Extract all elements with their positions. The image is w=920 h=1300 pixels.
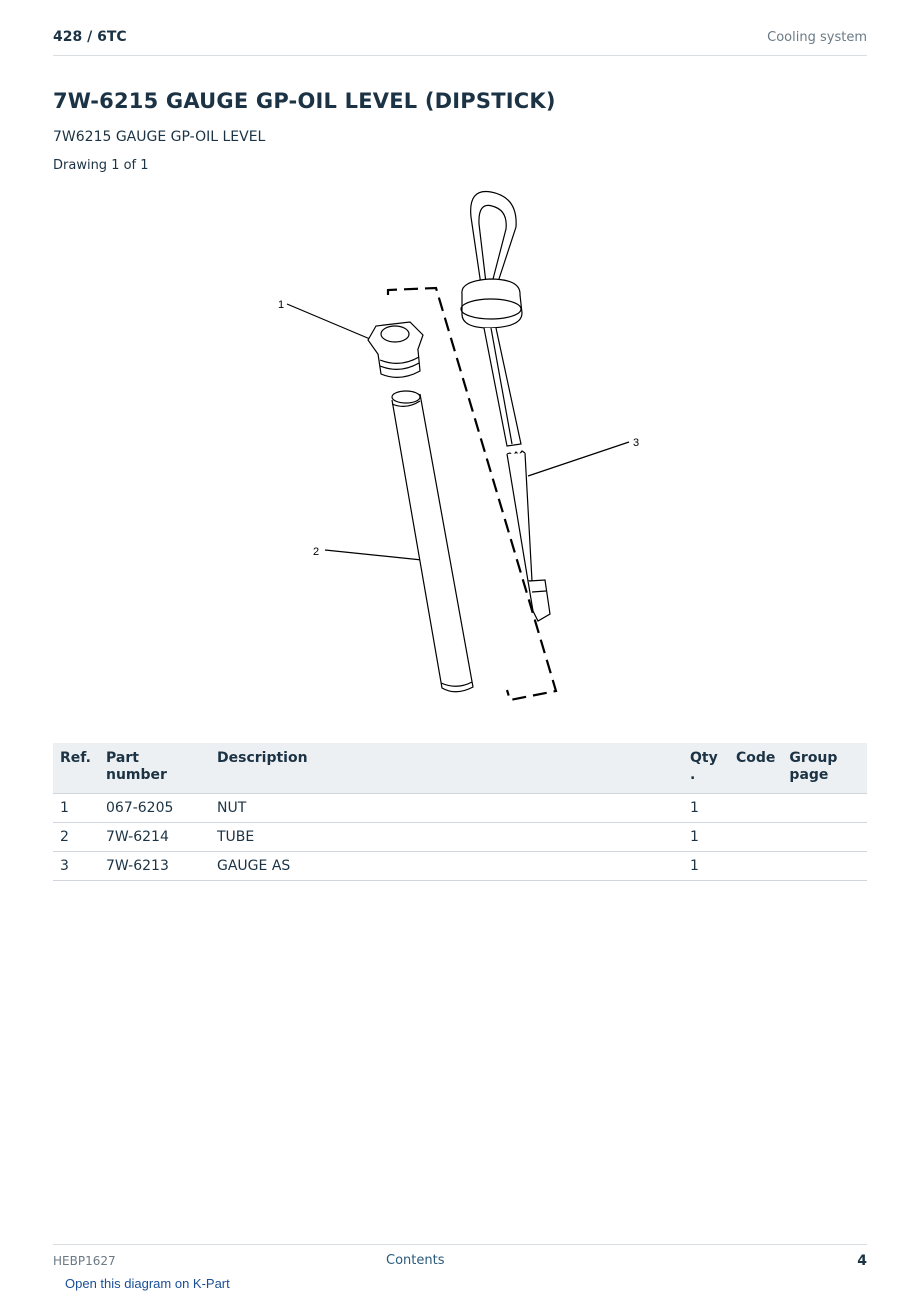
row-code [729, 823, 782, 852]
row-group-page [782, 794, 867, 823]
page-number: 4 [857, 1253, 867, 1269]
page-subtitle: 7W6215 GAUGE GP-OIL LEVEL [53, 129, 266, 145]
col-code-header: Code [729, 743, 782, 794]
document-id: HEBP1627 [53, 1254, 116, 1268]
col-ref-header: Ref. [53, 743, 99, 794]
row-code [729, 794, 782, 823]
dipstick-drawing [461, 192, 550, 621]
row-part-number: 7W-6213 [99, 852, 210, 881]
model-breadcrumb: 428 / 6TC [53, 29, 127, 45]
page-footer [53, 1244, 867, 1275]
col-description-header: Description [210, 743, 683, 794]
callout-line-3 [528, 442, 629, 476]
row-qty: 1 [683, 823, 729, 852]
row-ref: 2 [53, 823, 99, 852]
row-group-page [782, 852, 867, 881]
callout-line-2 [325, 550, 422, 560]
parts-diagram [260, 182, 660, 707]
nut-drawing [368, 322, 423, 377]
row-part-number: 7W-6214 [99, 823, 210, 852]
col-group-page-header: Group page [782, 743, 867, 794]
open-kpart-link[interactable]: Open this diagram on K-Part [65, 1276, 230, 1291]
row-code [729, 852, 782, 881]
parts-table [53, 743, 867, 881]
page-title: 7W-6215 GAUGE GP-OIL LEVEL (DIPSTICK) [53, 89, 556, 113]
section-name: Cooling system [767, 30, 867, 45]
table-row [53, 794, 867, 823]
row-group-page [782, 823, 867, 852]
contents-link[interactable]: Contents [386, 1253, 445, 1268]
table-row [53, 852, 867, 881]
table-row [53, 823, 867, 852]
drawing-count: Drawing 1 of 1 [53, 158, 149, 173]
table-header-row [53, 743, 867, 794]
callout-line-1 [287, 304, 370, 339]
callout-2: 2 [313, 546, 320, 558]
col-part-number-header: Part number [99, 743, 210, 794]
row-description: GAUGE AS [210, 852, 683, 881]
row-qty: 1 [683, 794, 729, 823]
row-ref: 1 [53, 794, 99, 823]
tube-drawing [392, 391, 473, 692]
row-qty: 1 [683, 852, 729, 881]
row-description: TUBE [210, 823, 683, 852]
row-ref: 3 [53, 852, 99, 881]
row-description: NUT [210, 794, 683, 823]
page-header [53, 28, 867, 56]
row-part-number: 067-6205 [99, 794, 210, 823]
callout-3: 3 [633, 437, 640, 449]
callout-1: 1 [278, 299, 285, 311]
col-qty-header: Qty . [683, 743, 729, 794]
